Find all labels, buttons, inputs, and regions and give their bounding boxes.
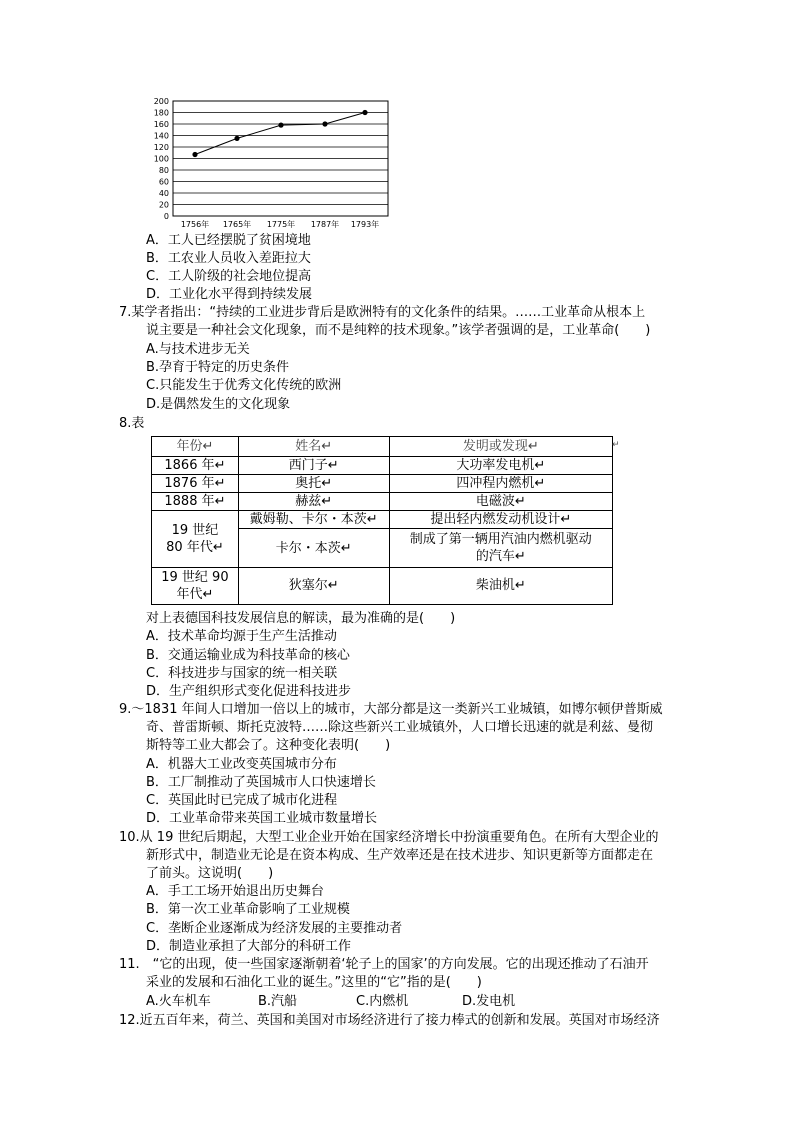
y-tick-label: 200 bbox=[153, 97, 169, 106]
table-cell: 狄塞尔↵ bbox=[238, 567, 389, 604]
table-cell: 戴姆勒、卡尔・本茨↵ bbox=[238, 511, 389, 529]
q9-option-a: A．机器大工业改变英国城市分布 bbox=[146, 757, 337, 772]
table-cell: 电磁波↵ bbox=[389, 493, 612, 511]
y-tick-label: 80 bbox=[158, 166, 169, 175]
q10-option-b: B．第一次工业革命影响了工业规模 bbox=[146, 902, 350, 917]
q10-stem-line3: 了前头。这说明( ) bbox=[146, 866, 274, 881]
y-tick-label: 160 bbox=[153, 120, 169, 129]
table-cell: 大功率发电机↵ bbox=[389, 457, 612, 475]
q6-option-c: C．工人阶级的社会地位提高 bbox=[146, 269, 312, 284]
cell-text: 制成了第一辆用汽油内燃机驱动 bbox=[409, 532, 592, 548]
table-cell: 1876 年↵ bbox=[152, 475, 239, 493]
q9-option-d: D．工业革命带来英国工业城市数量增长 bbox=[146, 811, 378, 826]
q6-option-b: B．工农业人员收入差距拉大 bbox=[146, 251, 311, 266]
x-tick-label: 1765年 bbox=[222, 220, 252, 229]
data-point bbox=[234, 136, 239, 141]
cell-text: 年代↵ bbox=[176, 586, 214, 602]
x-tick-label: 1756年 bbox=[180, 220, 210, 229]
q9-stem-line2: 奇、普雷斯顿、斯托克波特……除这些新兴工业城镇外，人口增长迅速的就是利兹、曼彻 bbox=[146, 720, 654, 735]
data-point bbox=[362, 110, 367, 115]
q8-option-b: B．交通运输业成为科技革命的核心 bbox=[146, 648, 350, 663]
data-point bbox=[278, 123, 283, 128]
table-cell-year-90s bbox=[152, 567, 239, 604]
q11-stem-line2: 采业的发展和石油化工业的诞生。”这里的“它”指的是( ) bbox=[146, 975, 482, 990]
y-tick-label: 140 bbox=[153, 131, 169, 141]
q11-option-a: A.火车机车 bbox=[146, 994, 211, 1009]
table-cell: 四冲程内燃机↵ bbox=[389, 475, 612, 493]
wage-line-chart bbox=[140, 96, 400, 231]
y-tick-label: 120 bbox=[153, 143, 169, 152]
table-cell: 奥托↵ bbox=[238, 475, 389, 493]
cell-text: 19 世纪 bbox=[171, 523, 219, 539]
q12-stem-line1: 12.近五百年来，荷兰、英国和美国对市场经济进行了接力棒式的创新和发展。英国对市场经济 bbox=[119, 1013, 660, 1028]
q8-option-a: A．技术革命均源于生产生活推动 bbox=[146, 629, 337, 644]
cell-text: 80 年代↵ bbox=[166, 540, 224, 556]
table-cell: 提出轻内燃发动机设计↵ bbox=[389, 511, 612, 529]
table-cell: 1866 年↵ bbox=[152, 457, 239, 475]
table-header-name: 姓名↵ bbox=[238, 437, 389, 457]
table-header-year: 年份↵ bbox=[152, 437, 239, 457]
data-point bbox=[192, 152, 197, 157]
table-header-invention: 发明或发现↵ bbox=[389, 437, 612, 457]
q7-option-a: A.与技术进步无关 bbox=[146, 342, 250, 357]
q8-option-d: D．生产组织形式变化促进科技进步 bbox=[146, 684, 352, 699]
q11-option-b: B.汽船 bbox=[258, 994, 298, 1009]
table-cell: 1888 年↵ bbox=[152, 493, 239, 511]
series-line bbox=[195, 113, 365, 155]
q9-stem-line1: 9.～1831 年间人口增加一倍以上的城市，大部分都是这一类新兴工业城镇，如博尔顿伊普斯威 bbox=[119, 702, 663, 717]
q10-option-c: C．垄断企业逐渐成为经济发展的主要推动者 bbox=[146, 921, 403, 936]
q11-option-d: D.发电机 bbox=[462, 994, 516, 1009]
q7-stem-line1: 7.某学者指出：“持续的工业进步背后是欧洲特有的文化条件的结果。……工业革命从根本上 bbox=[119, 305, 646, 320]
row-end-mark: ↵ bbox=[612, 440, 620, 450]
table-cell bbox=[389, 529, 612, 567]
q8-option-c: C．科技进步与国家的统一相关联 bbox=[146, 666, 338, 681]
cell-text: 的汽车↵ bbox=[475, 549, 526, 565]
x-tick-label: 1793年 bbox=[350, 220, 380, 229]
cell-text: 19 世纪 90 bbox=[161, 569, 229, 585]
y-tick-label: 60 bbox=[158, 177, 169, 187]
y-tick-label: 180 bbox=[153, 108, 169, 118]
table-cell-year-80s bbox=[152, 511, 239, 567]
q10-option-a: A．手工工场开始退出历史舞台 bbox=[146, 884, 324, 899]
q10-stem-line1: 10.从 19 世纪后期起，大型工业企业开始在国家经济增长中扮演重要角色。在所有大型企业的 bbox=[119, 830, 659, 845]
x-tick-label: 1787年 bbox=[310, 220, 340, 229]
table-cell: 西门子↵ bbox=[238, 457, 389, 475]
q7-option-d: D.是偶然发生的文化现象 bbox=[146, 397, 291, 412]
table-cell: 卡尔・本茨↵ bbox=[238, 529, 389, 567]
y-tick-label: 40 bbox=[158, 189, 169, 198]
invention-table bbox=[151, 436, 613, 605]
y-tick-label: 20 bbox=[158, 200, 169, 210]
q8-stem: 对上表德国科技发展信息的解读，最为准确的是( ) bbox=[146, 611, 456, 626]
y-tick-label: 0 bbox=[163, 212, 169, 221]
y-tick-label: 100 bbox=[153, 154, 169, 164]
q6-option-a: A．工人已经摆脱了贫困境地 bbox=[146, 233, 311, 248]
x-tick-label: 1775年 bbox=[266, 220, 296, 229]
q6-option-d: D．工业化水平得到持续发展 bbox=[146, 287, 313, 302]
q7-option-b: B.孕育于特定的历史条件 bbox=[146, 360, 290, 375]
q11-option-c: C.内燃机 bbox=[356, 994, 409, 1009]
table-cell: 柴油机↵ bbox=[389, 567, 612, 604]
q10-stem-line2: 新形式中，制造业无论是在资本构成、生产效率还是在技术进步、知识更新等方面都走在 bbox=[146, 848, 654, 863]
table-cell: 赫兹↵ bbox=[238, 493, 389, 511]
data-point bbox=[322, 121, 327, 126]
q7-option-c: C.只能发生于优秀文化传统的欧洲 bbox=[146, 378, 342, 393]
q9-option-b: B．工厂制推动了英国城市人口快速增长 bbox=[146, 775, 376, 790]
q9-stem-line3: 斯特等工业大都会了。这种变化表明( ) bbox=[146, 738, 391, 753]
q11-stem-line1: 11. “它的出现，使一些国家逐渐朝着‘轮子上的国家’的方向发展。它的出现还推动了石油开 bbox=[119, 957, 649, 972]
q10-option-d: D．制造业承担了大部分的科研工作 bbox=[146, 939, 352, 954]
q8-label: 8.表 bbox=[119, 416, 145, 431]
q9-option-c: C．英国此时已完成了城市化进程 bbox=[146, 793, 338, 808]
q7-stem-line2: 说主要是一种社会文化现象，而不是纯粹的技术现象。”该学者强调的是，工业革命( ) bbox=[146, 323, 651, 338]
